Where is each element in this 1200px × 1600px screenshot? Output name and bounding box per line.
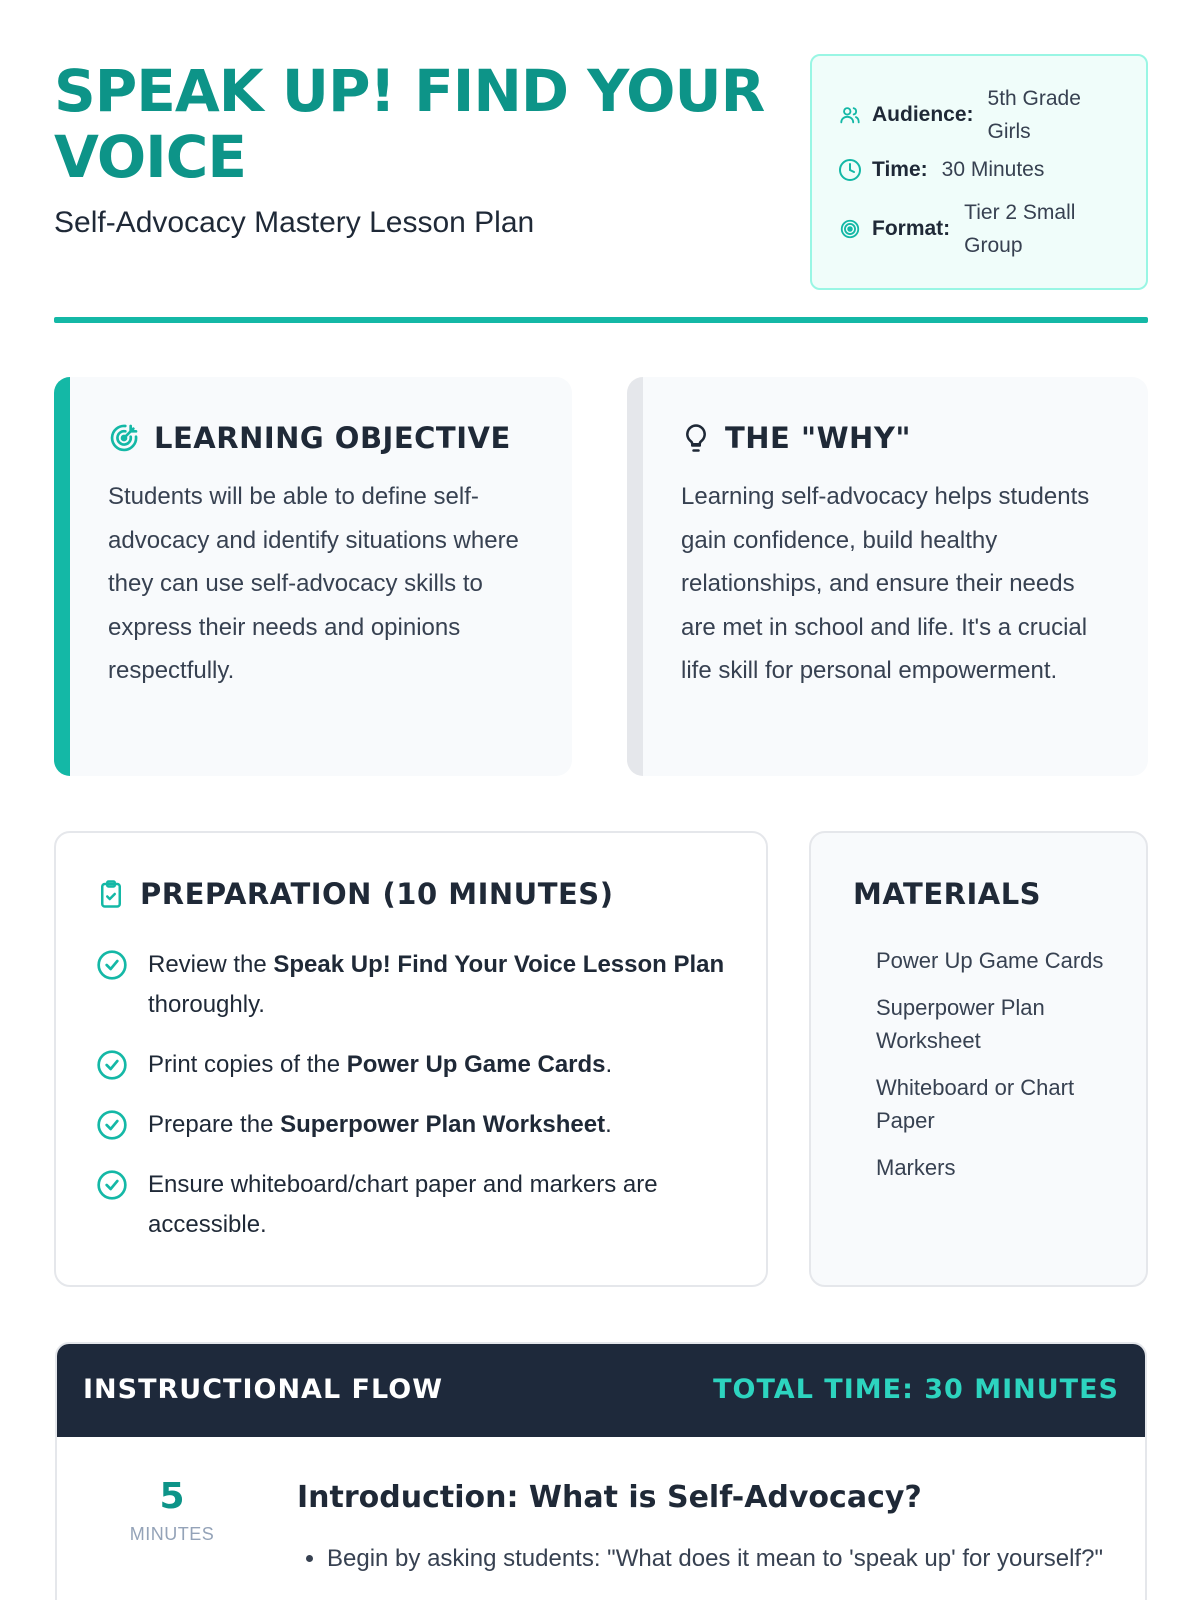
- meta-audience-label: Audience:: [872, 103, 974, 126]
- list-item: Whiteboard or Chart Paper: [876, 1074, 1075, 1133]
- meta-time-value: 30 Minutes: [941, 158, 1045, 181]
- materials-card: [809, 831, 1148, 1287]
- meta-audience-value: 5th Grade Girls: [987, 87, 1081, 143]
- objective-heading: [108, 421, 511, 455]
- meta-time: [838, 153, 1044, 186]
- page-title: SPEAK UP! FIND YOUR VOICE: [54, 57, 765, 191]
- check-circle-icon: [96, 949, 128, 981]
- list-item: [96, 945, 736, 1025]
- why-card: [627, 377, 1148, 776]
- check-circle-icon: [96, 1049, 128, 1081]
- check-circle-icon: [96, 1109, 128, 1141]
- list-item: [96, 1165, 736, 1245]
- preparation-item-text: Review the Speak Up! Find Your Voice Lesson Plan thoroughly.: [148, 951, 725, 1018]
- step-title: Introduction: What is Self-Advocacy?: [297, 1480, 922, 1515]
- preparation-title: PREPARATION (10 MINUTES): [140, 877, 614, 911]
- preparation-item-text: Prepare the Superpower Plan Worksheet.: [148, 1111, 612, 1138]
- target-icon: [838, 217, 862, 241]
- clipboard-icon: [96, 877, 126, 911]
- header-divider: [54, 317, 1148, 323]
- why-heading: [681, 421, 911, 455]
- list-item: [96, 1105, 736, 1145]
- meta-audience: [838, 82, 1108, 148]
- flow-header: [57, 1344, 1145, 1437]
- clock-icon: [838, 158, 862, 182]
- preparation-card: [54, 831, 768, 1287]
- why-title: THE "WHY": [725, 421, 911, 455]
- preparation-list: [96, 945, 736, 1265]
- step-bullets: [327, 1540, 1107, 1578]
- list-item: [96, 1045, 736, 1085]
- meta-time-label: Time:: [872, 157, 928, 181]
- meta-format-label: Format:: [872, 217, 951, 240]
- target-icon: [108, 422, 140, 454]
- objective-text: Students will be able to define self-advocacy and identify situations where they can use self-advocacy skills to express their needs and opinions respectfully.: [108, 483, 519, 684]
- instructional-flow-section: [55, 1342, 1147, 1600]
- why-text: Learning self-advocacy helps students gain confidence, build healthy relationships, and ensure their needs are met in school and life. It's a crucial life skill for personal empowerment.: [681, 483, 1090, 684]
- list-item: Markers: [876, 1154, 956, 1180]
- lesson-meta-box: [810, 54, 1148, 290]
- step-minutes-unit: MINUTES: [129, 1524, 215, 1544]
- flow-title: INSTRUCTIONAL FLOW: [83, 1374, 443, 1405]
- meta-format: [838, 196, 1104, 262]
- lightbulb-icon: [681, 422, 711, 454]
- list-item: • Begin by asking students: "What does it mean to 'speak up' for yourself?": [327, 1540, 1107, 1578]
- list-item: Power Up Game Cards: [876, 948, 1104, 973]
- learning-objective-card: [54, 377, 572, 776]
- list-item: Superpower Plan Worksheet: [876, 994, 1045, 1053]
- users-icon: [838, 103, 862, 127]
- materials-list: [876, 944, 1126, 1197]
- lesson-header: [54, 50, 1148, 325]
- flow-total-time: TOTAL TIME: 30 MINUTES: [713, 1374, 1119, 1405]
- materials-title: MATERIALS: [853, 877, 1042, 911]
- preparation-item-text: Ensure whiteboard/chart paper and markers are accessible.: [148, 1171, 658, 1238]
- preparation-item-text: Print copies of the Power Up Game Cards.: [148, 1051, 613, 1078]
- meta-format-value: Tier 2 Small Group: [964, 201, 1076, 257]
- step-minutes: 5: [159, 1476, 185, 1517]
- preparation-heading: [96, 877, 613, 911]
- check-circle-icon: [96, 1169, 128, 1201]
- page-subtitle: Self-Advocacy Mastery Lesson Plan: [54, 206, 535, 239]
- objective-title: LEARNING OBJECTIVE: [154, 421, 511, 455]
